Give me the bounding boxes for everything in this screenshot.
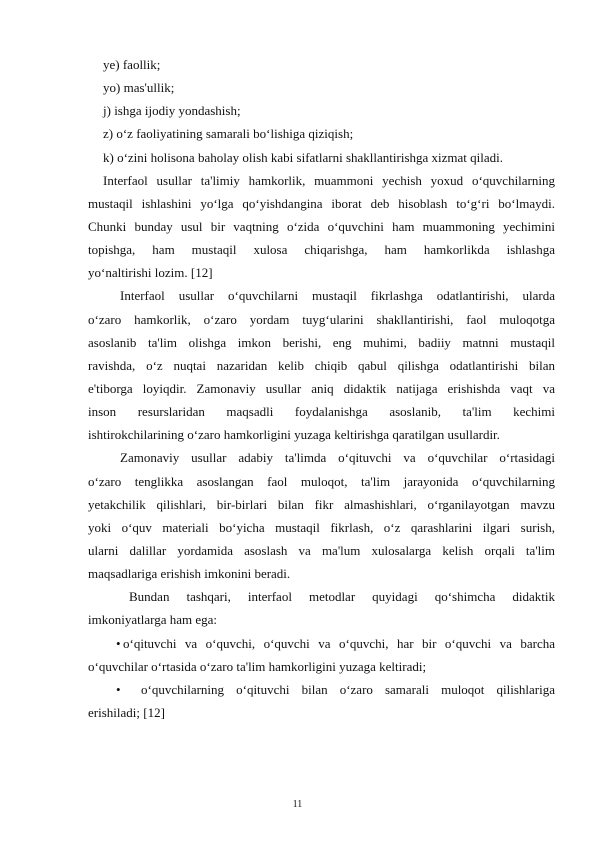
list-item: j) ishga ijodiy yondashish; — [103, 103, 241, 118]
bullet-item-line: o‘quvchilar o‘rtasida o‘zaro ta'lim hamkorligini yuzaga keltiradi; — [88, 659, 427, 674]
page-number: 11 — [292, 799, 303, 810]
paragraph-line: o‘zaro hamkorlik, o‘zaro yordam tuyg‘ularini shakllantirishi, faol muloqotga — [88, 312, 555, 327]
bullet-item-line: o‘quvchilarning o‘qituvchi bilan o‘zaro samarali muloqot qilishlariga — [141, 682, 555, 697]
paragraph-line: e'tiborga loyiqdir. Zamonaviy usullar aniq didaktik natijaga erishishda vaqt va — [88, 381, 555, 396]
list-item: z) o‘z faoliyatining samarali bo‘lishiga qiziqish; — [103, 126, 354, 141]
bullet-item-line: erishiladi; [12] — [88, 705, 165, 720]
paragraph-line: o‘zaro tenglikka asoslangan faol muloqot, ta'lim jarayonida o‘quvchilarning — [88, 474, 555, 489]
paragraph-line: yoki o‘quv materiali bo‘yicha mustaqil fikrlash, o‘z qarashlarini ilgari surish, — [88, 520, 555, 535]
paragraph-line: Interfaol usullar o‘quvchilarni mustaqil fikrlashga odatlantirishi, ularda — [120, 288, 555, 303]
paragraph-line: Bundan tashqari, interfaol metodlar quyidagi qo‘shimcha didaktik — [129, 589, 555, 604]
list-item: k) o‘zini holisona baholay olish kabi sifatlarni shakllantirishga xizmat qiladi. — [103, 150, 504, 165]
paragraph-line: asoslanib ta'lim olishga imkon berishi, eng muhimi, badiiy matnni mustaqil — [88, 335, 555, 350]
paragraph-line: ishtirokchilarining o‘zaro hamkorligini yuzaga keltirishga qaratilgan usullardir. — [88, 427, 500, 442]
paragraph-line: ularni dalillar yordamida asoslash va ma'lum xulosalarga kelish orqali ta'lim — [88, 543, 555, 558]
paragraph-line: topishga, ham mustaqil xulosa chiqarishga, ham hamkorlikda ishlashga — [88, 242, 555, 257]
paragraph-line: yetakchilik qilishlari, bir-birlari bilan fikr almashishlari, o‘rganilayotgan mavzu — [88, 497, 555, 512]
bullet-icon: • — [116, 682, 121, 697]
paragraph-line: Zamonaviy usullar adabiy ta'limda o‘qituvchi va o‘quvchilar o‘rtasidagi — [120, 450, 555, 465]
paragraph-line: ravishda, o‘z nuqtai nazaridan kelib chiqib qabul qilishga odatlantirishi bilan — [88, 358, 555, 373]
paragraph-line: maqsadlariga erishish imkonini beradi. — [88, 566, 291, 581]
bullet-item-line: o‘qituvchi va o‘quvchi, o‘quvchi va o‘quvchi, har bir o‘quvchi va barcha — [123, 636, 555, 651]
list-item: yo) mas'ullik; — [103, 80, 175, 95]
paragraph-line: inson resurslaridan maqsadli foydalanishga asoslanib, ta'lim kechimi — [88, 404, 555, 419]
bullet-icon: • — [116, 636, 121, 651]
paragraph-line: Interfaol usullar ta'limiy hamkorlik, muammoni yechish yoxud o‘quvchilarning — [103, 173, 555, 188]
paragraph-line: Chunki bunday usul bir vaqtning o‘zida o‘quvchini ham muammoning yechimini — [88, 219, 555, 234]
list-item: ye) faollik; — [103, 57, 161, 72]
paragraph-line: imkoniyatlarga ham ega: — [88, 612, 217, 627]
paragraph-line: mustaqil ishlashini yo‘lga qo‘yishdangina iborat deb hisoblash to‘g‘ri bo‘lmaydi. — [88, 196, 555, 211]
paragraph-line: yo‘naltirishi lozim. [12] — [88, 265, 213, 280]
